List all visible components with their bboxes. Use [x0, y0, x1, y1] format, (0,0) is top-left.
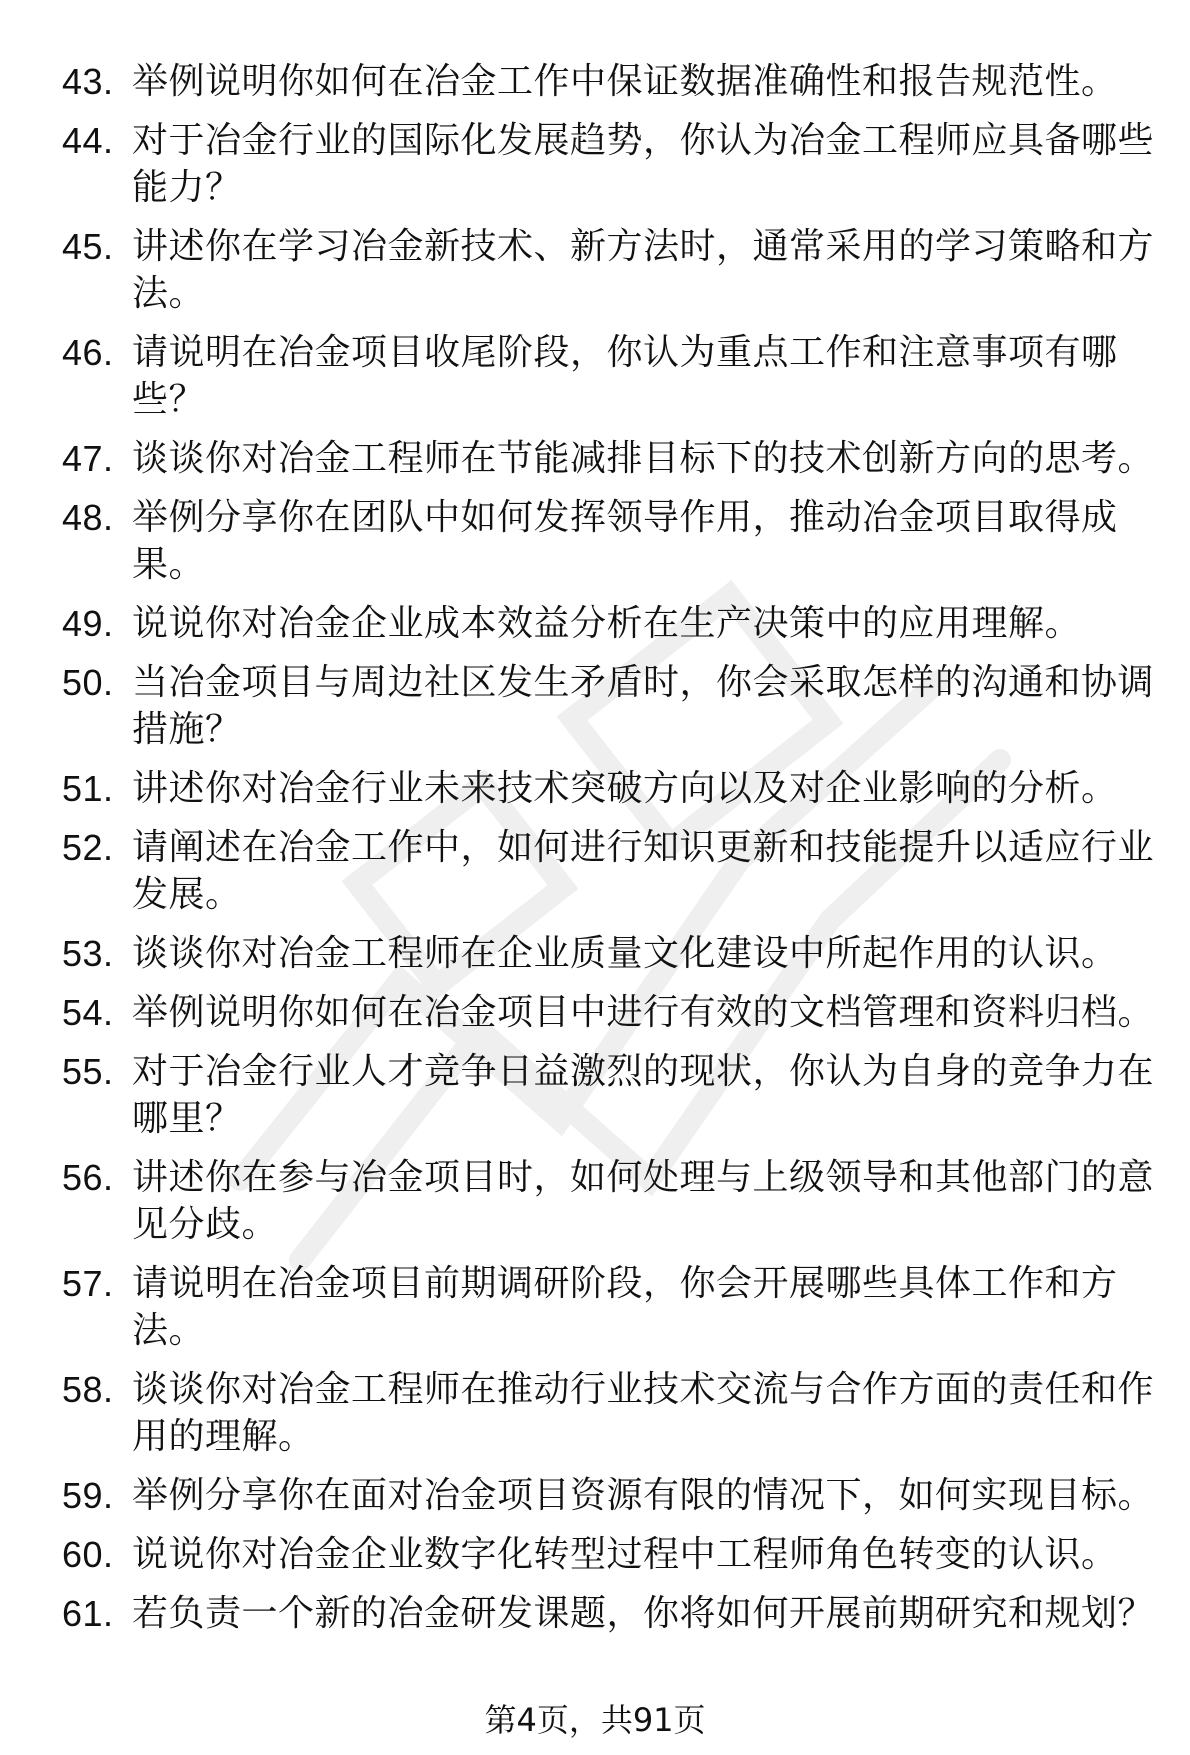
list-item	[62, 1472, 1162, 1519]
question-text: 说说你对冶金企业数字化转型过程中工程师角色转变的认识。	[132, 1534, 1118, 1575]
question-text: 谈谈你对冶金工程师在推动行业技术交流与合作方面的责任和作用的理解。	[132, 1369, 1155, 1457]
question-number: 44.	[62, 120, 114, 161]
question-text: 讲述你在学习冶金新技术、新方法时，通常采用的学习策略和方法。	[132, 226, 1155, 314]
list-item	[62, 58, 1162, 105]
question-text: 对于冶金行业人才竞争日益激烈的现状，你认为自身的竞争力在哪里？	[132, 1051, 1155, 1139]
question-number: 48.	[62, 497, 114, 538]
question-number: 53.	[62, 933, 114, 974]
question-number: 45.	[62, 226, 114, 267]
question-number: 50.	[62, 662, 114, 703]
question-text: 举例说明你如何在冶金工作中保证数据准确性和报告规范性。	[132, 61, 1118, 102]
question-number: 43.	[62, 61, 114, 102]
question-text: 请说明在冶金项目前期调研阶段，你会开展哪些具体工作和方法。	[132, 1263, 1118, 1351]
question-list	[62, 58, 1162, 1649]
list-item	[62, 930, 1162, 977]
list-item	[62, 1366, 1162, 1460]
question-text: 请说明在冶金项目收尾阶段，你认为重点工作和注意事项有哪些？	[132, 332, 1118, 420]
question-text: 谈谈你对冶金工程师在节能减排目标下的技术创新方向的思考。	[132, 438, 1155, 479]
list-item	[62, 1048, 1162, 1142]
question-text: 举例分享你在面对冶金项目资源有限的情况下，如何实现目标。	[132, 1475, 1155, 1516]
question-text: 讲述你对冶金行业未来技术突破方向以及对企业影响的分析。	[132, 768, 1118, 809]
question-number: 51.	[62, 768, 114, 809]
question-number: 47.	[62, 438, 114, 479]
list-item	[62, 223, 1162, 317]
list-item	[62, 329, 1162, 423]
list-item	[62, 989, 1162, 1036]
question-number: 56.	[62, 1157, 114, 1198]
question-number: 57.	[62, 1263, 114, 1304]
list-item	[62, 600, 1162, 647]
question-text: 请阐述在冶金工作中，如何进行知识更新和技能提升以适应行业发展。	[132, 827, 1155, 915]
question-number: 55.	[62, 1051, 114, 1092]
question-text: 举例说明你如何在冶金项目中进行有效的文档管理和资料归档。	[132, 992, 1155, 1033]
question-number: 49.	[62, 603, 114, 644]
list-item	[62, 494, 1162, 588]
question-text: 对于冶金行业的国际化发展趋势，你认为冶金工程师应具备哪些能力？	[132, 120, 1155, 208]
list-item	[62, 659, 1162, 753]
question-number: 54.	[62, 992, 114, 1033]
question-text: 当冶金项目与周边社区发生矛盾时，你会采取怎样的沟通和协调措施？	[132, 662, 1155, 750]
list-item	[62, 435, 1162, 482]
question-number: 52.	[62, 827, 114, 868]
question-number: 58.	[62, 1369, 114, 1410]
question-number: 61.	[62, 1593, 114, 1634]
question-text: 讲述你在参与冶金项目时，如何处理与上级领导和其他部门的意见分歧。	[132, 1157, 1155, 1245]
question-text: 举例分享你在团队中如何发挥领导作用，推动冶金项目取得成果。	[132, 497, 1118, 585]
list-item	[62, 1260, 1162, 1354]
list-item	[62, 1590, 1162, 1637]
list-item	[62, 824, 1162, 918]
question-number: 46.	[62, 332, 114, 373]
question-text: 说说你对冶金企业成本效益分析在生产决策中的应用理解。	[132, 603, 1082, 644]
question-text: 谈谈你对冶金工程师在企业质量文化建设中所起作用的认识。	[132, 933, 1118, 974]
question-text: 若负责一个新的冶金研发课题，你将如何开展前期研究和规划？	[132, 1593, 1155, 1634]
question-number: 60.	[62, 1534, 114, 1575]
list-item	[62, 1154, 1162, 1248]
page-number-footer: 第4页，共91页	[484, 1701, 706, 1739]
list-item	[62, 117, 1162, 211]
question-number: 59.	[62, 1475, 114, 1516]
list-item	[62, 765, 1162, 812]
list-item	[62, 1531, 1162, 1578]
